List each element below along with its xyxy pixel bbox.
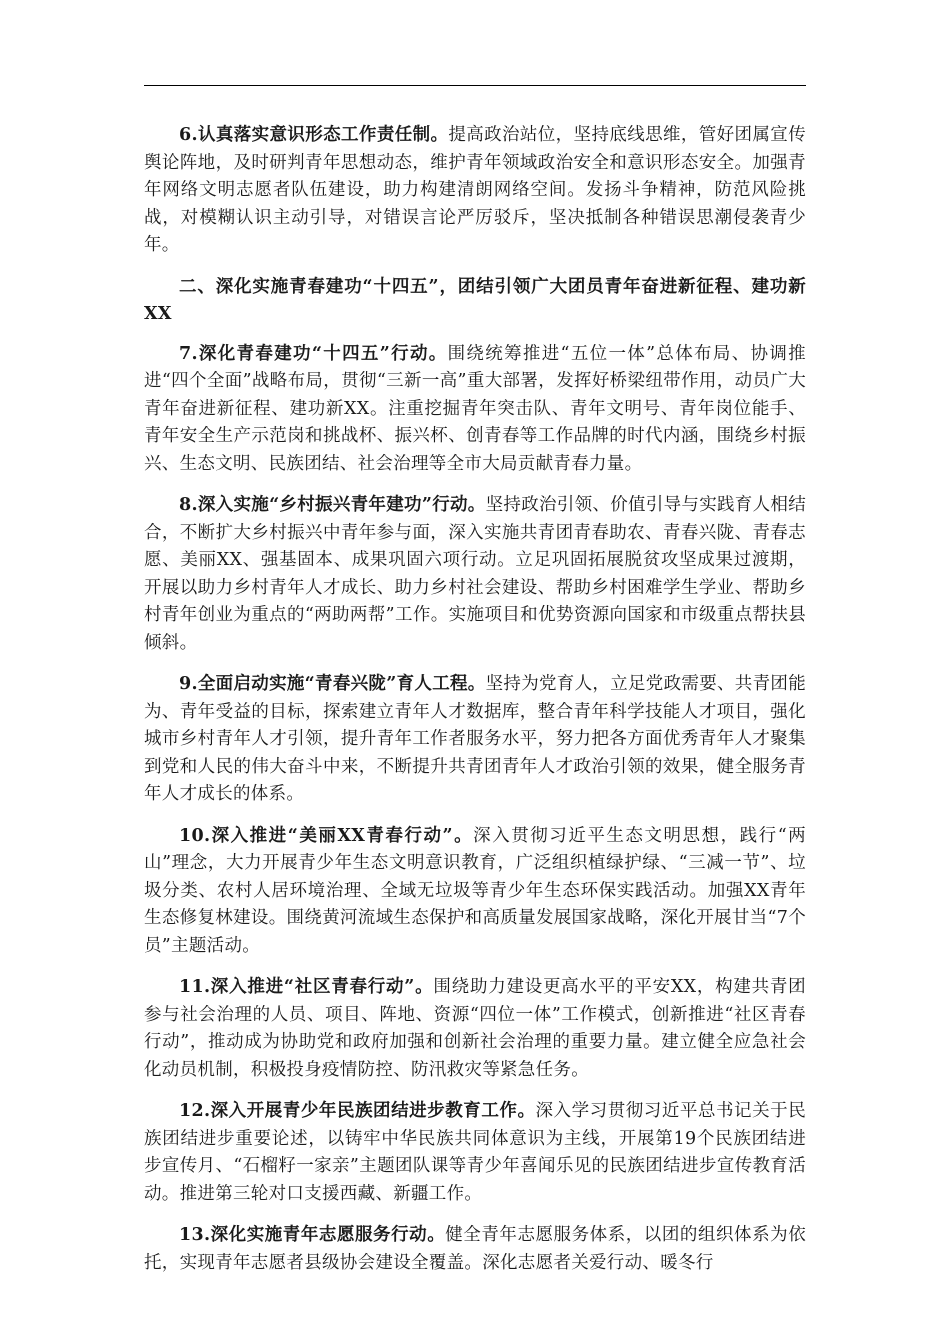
paragraph-9: [144, 671, 806, 809]
paragraph-11: [144, 974, 806, 1084]
paragraph-text: 深入贯彻习近平生态文明思想，践行“两山”理念，大力开展青少年生态文明意识教育，广泛组织植绿护绿、“三减一节”、垃圾分类、农村人居环境治理、全域无垃圾等青少年生态环保实践活动。加强XX青年生态修复林建设。围绕黄河流域生态保护和高质量发展国家战略，深化开展甘当“7个员”主题活动。: [144, 825, 806, 956]
paragraph-text: 坚持政治引领、价值引导与实践育人相结合，不断扩大乡村振兴中青年参与面，深入实施共青团青春助农、青春兴陇、青春志愿、美丽XX、强基固本、成果巩固六项行动。立足巩固拓展脱贫攻坚成果过渡期，开展以助力乡村青年人才成长、助力乡村社会建设、帮助乡村困难学生学业、帮助乡村青年创业为重点的“两助两帮”工作。实施项目和优势资源向国家和市级重点帮扶县倾斜。: [144, 495, 807, 653]
paragraph-text: 深入学习贯彻习近平总书记关于民族团结进步重要论述，以铸牢中华民族共同体意识为主线，开展第19个民族团结进步宣传月、“石榴籽一家亲”主题团队课等青少年喜闻乐见的民族团结进步宣传教育活动。推进第三轮对口支援西藏、新疆工作。: [144, 1101, 806, 1204]
paragraph-lead: 10.深入推进“美丽XX青春行动”。: [179, 825, 474, 846]
paragraph-text: 坚持为党育人，立足党政需要、共青团能为、青年受益的目标，探索建立青年人才数据库，整合青年科学技能人才项目，强化城市乡村青年人才引领，提升青年工作者服务水平，努力把各方面优秀青年人才聚集到党和人民的伟大奋斗中来，不断提升共青团青年人才政治引领的效果，健全服务青年人才成长的体系。: [144, 674, 807, 804]
paragraph-12: [144, 1098, 806, 1208]
document-body: [144, 122, 806, 1291]
paragraph-text: 提高政治站位，坚持底线思维，管好团属宣传舆论阵地，及时研判青年思想动态，维护青年领域政治安全和意识形态安全。加强青年网络文明志愿者队伍建设，助力构建清朗网络空间。发扬斗争精神，防范风险挑战，对模糊认识主动引导，对错误言论严厉驳斥，坚决抵制各种错误思潮侵袭青少年。: [144, 125, 806, 255]
paragraph-lead: 8.深入实施“乡村振兴青年建功”行动。: [179, 495, 486, 515]
paragraph-7: [144, 341, 806, 479]
paragraph-lead: 11.深入推进“社区青春行动”。: [179, 977, 434, 997]
paragraph-lead: 9.全面启动实施“青春兴陇”育人工程。: [179, 674, 486, 694]
paragraph-text: 健全青年志愿服务体系，以团的组织体系为依托，实现青年志愿者县级协会建设全覆盖。深化志愿者关爱行动、暖冬行: [144, 1225, 806, 1273]
paragraph-lead: 12.深入开展青少年民族团结进步教育工作。: [179, 1101, 536, 1121]
section-heading: 二、深化实施青春建功“十四五”，团结引领广大团员青年奋进新征程、建功新XX: [144, 276, 806, 324]
paragraph-8: [144, 492, 806, 657]
paragraph-lead: 6.认真落实意识形态工作责任制。: [179, 125, 449, 145]
paragraph-10: [144, 823, 806, 961]
paragraph-13: [144, 1222, 806, 1277]
paragraph-text: 围绕统筹推进“五位一体”总体布局、协调推进“四个全面”战略布局，贯彻“三新一高”重大部署，发挥好桥梁纽带作用，动员广大青年奋进新征程、建功新XX。注重挖掘青年突击队、青年文明号、青年岗位能手、青年安全生产示范岗和挑战杯、振兴杯、创青春等工作品牌的时代内涵，围绕乡村振兴、生态文明、民族团结、社会治理等全市大局贡献青春力量。: [144, 343, 806, 474]
paragraph-6: [144, 122, 806, 260]
paragraph-text: 围绕助力建设更高水平的平安XX，构建共青团参与社会治理的人员、项目、阵地、资源“四位一体”工作模式，创新推进“社区青春行动”，推动成为协助党和政府加强和创新社会治理的重要力量。建立健全应急社会化动员机制，积极投身疫情防控、防汛救灾等紧急任务。: [144, 977, 806, 1080]
paragraph-lead: 7.深化青春建功“十四五”行动。: [179, 343, 448, 364]
header-rule: [144, 85, 806, 86]
paragraph-lead: 13.深化实施青年志愿服务行动。: [179, 1225, 446, 1245]
